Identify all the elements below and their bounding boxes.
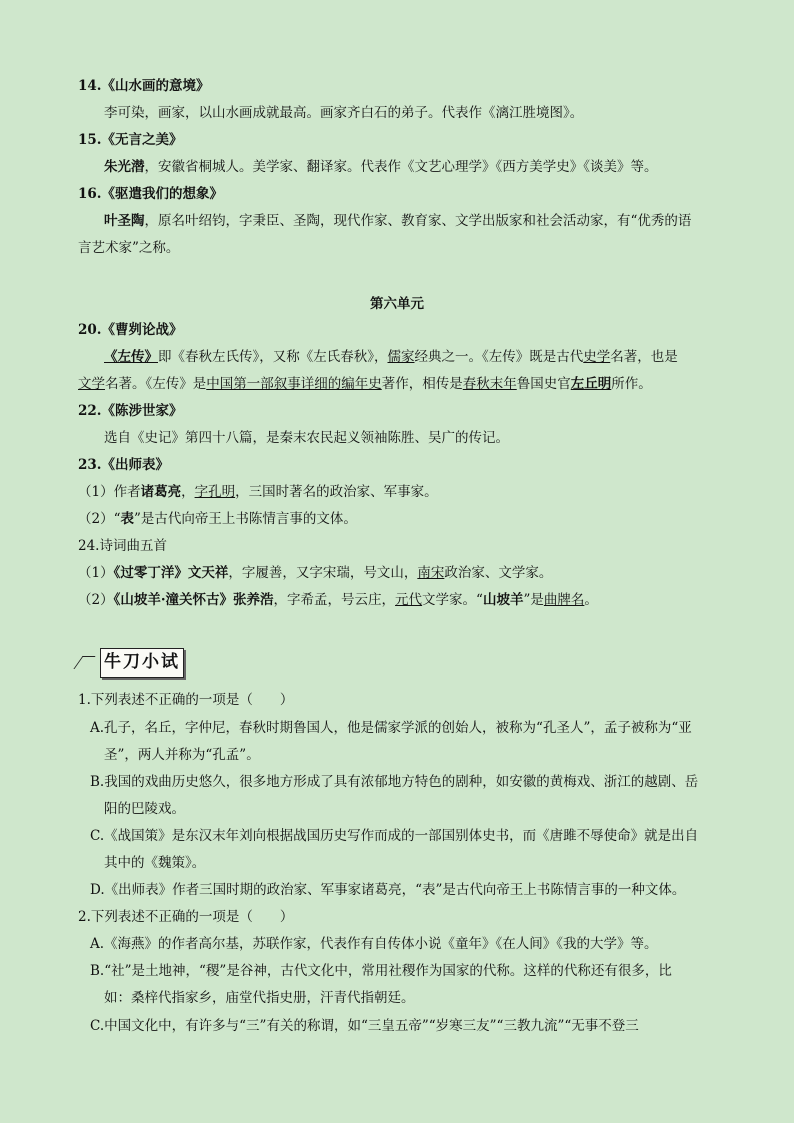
section-14-body: 李可染，画家，以山水画成就最高。画家齐白石的弟子。代表作《漓江胜境图》。 — [104, 105, 584, 121]
question-2-option-b-line2: 如：桑梓代指家乡，庙堂代指史册，汗青代指朝廷。 — [104, 990, 415, 1006]
section-24-title: 24.诗词曲五首 — [78, 538, 167, 554]
question-1-option-b-line2: 阳的巴陵戏。 — [104, 801, 185, 817]
section-16-body-line1: 叶圣陶，原名叶绍钧，字秉臣、圣陶，现代作家、教育家、文学出版家和社会活动家，有“优秀的语 — [104, 213, 692, 229]
section-16-title: 16.《驱遣我们的想象》 — [78, 186, 223, 202]
question-1-option-b-line1: B.我国的戏曲历史悠久，很多地方形成了具有浓郁地方特色的剧种，如安徽的黄梅戏、浙江的越剧、岳 — [90, 774, 699, 790]
corner-mark-icon — [73, 656, 95, 669]
section-22-title: 22.《陈涉世家》 — [78, 403, 183, 419]
section-15-body: 朱光潜，安徽省桐城人。美学家、翻译家。代表作《文艺心理学》《西方美学史》《谈美》等。 — [104, 159, 658, 175]
question-1-option-a-line2: 圣”，两人并称为“孔孟”。 — [104, 747, 260, 763]
section-20-title: 20.《曹刿论战》 — [78, 322, 183, 338]
question-1-option-c-line2: 其中的《魏策》。 — [104, 855, 206, 871]
question-1-option-c-line1: C.《战国策》是东汉末年刘向根据战国历史写作而成的一部国别体史书，而《唐雎不辱使命》就是出自 — [90, 828, 699, 844]
section-16-body-line2: 言艺术家”之称。 — [78, 240, 180, 256]
section-20-body-line1: 《左传》即《春秋左氏传》，又称《左氏春秋》，儒家经典之一。《左传》既是古代史学名著，也是 — [104, 349, 678, 365]
section-22-body: 选自《史记》第四十八篇，是秦末农民起义领袖陈胜、吴广的传记。 — [104, 430, 509, 446]
section-24-item-1: （1）《过零丁洋》文天祥，字履善，又字宋瑞，号文山，南宋政治家、文学家。 — [78, 565, 553, 581]
question-1-option-d-line1: D.《出师表》作者三国时期的政治家、军事家诸葛亮，“表”是古代向帝王上书陈情言事的一种文体。 — [90, 882, 686, 898]
section-23-item-2: （2）“表”是古代向帝王上书陈情言事的文体。 — [78, 511, 357, 527]
section-23-title: 23.《出师表》 — [78, 457, 169, 473]
practice-badge-label: 牛刀小试 — [100, 648, 184, 678]
question-2-option-a-line1: A.《海燕》的作者高尔基，苏联作家，代表作有自传体小说《童年》《在人间》《我的大学》等。 — [90, 936, 658, 952]
author-name: 朱光潜 — [104, 159, 145, 175]
section-24-item-2: （2）《山坡羊·潼关怀古》张养浩，字希孟，号云庄，元代文学家。“山坡羊”是曲牌名。 — [78, 592, 598, 608]
question-1-option-a-line1: A.孔子，名丘，字仲尼，春秋时期鲁国人，他是儒家学派的创始人，被称为“孔圣人”，孟子被称为“亚 — [90, 720, 692, 736]
practice-badge — [78, 648, 188, 682]
question-2-option-b-line1: B.“社”是土地神，“稷”是谷神，古代文化中，常用社稷作为国家的代称。这样的代称还有很多，比 — [90, 963, 672, 979]
section-14-title: 14.《山水画的意境》 — [78, 78, 210, 94]
unit-title: 第六单元 — [370, 296, 424, 312]
section-20-body-line2: 文学名著。《左传》是中国第一部叙事详细的编年史著作，相传是春秋末年鲁国史官左丘明所作。 — [78, 376, 652, 392]
section-23-item-1: （1）作者诸葛亮，字孔明，三国时著名的政治家、军事家。 — [78, 484, 438, 500]
question-1-stem: 1.下列表述不正确的一项是（ ） — [78, 692, 294, 708]
question-2-stem: 2.下列表述不正确的一项是（ ） — [78, 909, 294, 925]
section-15-title: 15.《无言之美》 — [78, 132, 183, 148]
author-name: 叶圣陶 — [104, 213, 145, 229]
question-2-option-c-line1: C.中国文化中，有许多与“三”有关的称谓，如“三皇五帝”“岁寒三友”“三教九流”“无事不登三 — [90, 1018, 639, 1034]
